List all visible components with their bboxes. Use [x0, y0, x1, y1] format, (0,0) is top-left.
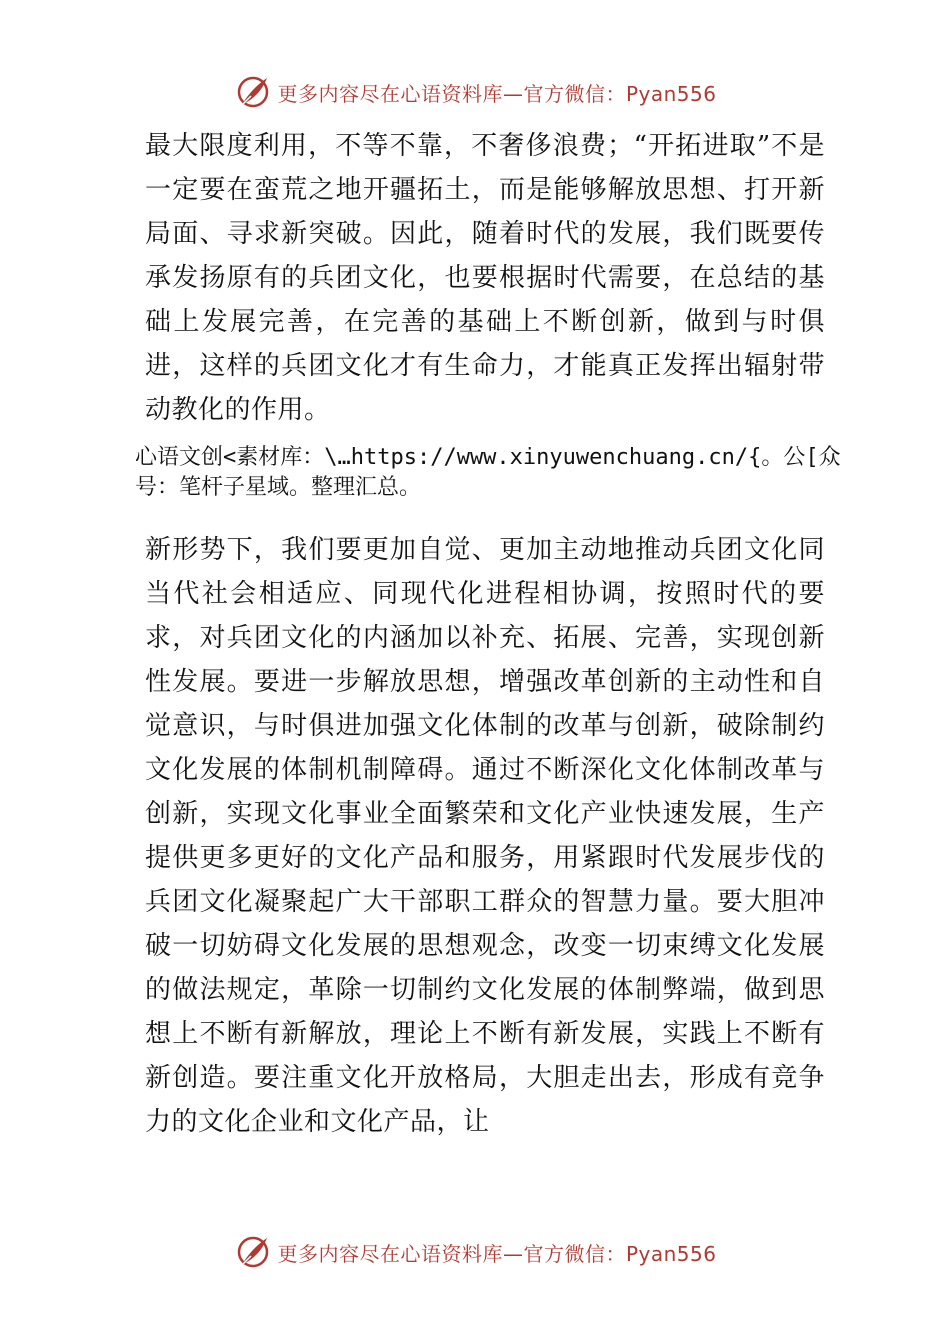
quill-pen-logo-icon — [233, 1232, 273, 1272]
body-paragraph-1: 最大限度利用，不等不靠，不奢侈浪费；“开拓进取”不是一定要在蛮荒之地开疆拓土，而是能够解放思想、打开新局面、寻求新突破。因此，随着时代的发展，我们既要传承发扬原有的兵团文化，也要根据时代需要，在总结的基础上发展完善，在完善的基础上不断创新，做到与时俱进，这样的兵团文化才有生命力，才能真正发挥出辐射带动教化的作用。 — [145, 131, 825, 425]
quill-pen-logo-icon — [233, 72, 273, 112]
source-notice: 心语文创<素材库：\…https://www.xinyuwenchuang.cn/{。公[众号：笔杆子星域。整理汇总。 — [135, 445, 841, 500]
header-banner-text: 更多内容尽在心语资料库—官方微信：Pyan556 — [277, 81, 717, 106]
header-banner — [0, 72, 950, 112]
footer-banner-text: 更多内容尽在心语资料库—官方微信：Pyan556 — [277, 1241, 717, 1266]
footer-banner — [0, 1232, 950, 1272]
body-paragraph-2: 新形势下，我们要更加自觉、更加主动地推动兵团文化同当代社会相适应、同现代化进程相协调，按照时代的要求，对兵团文化的内涵加以补充、拓展、完善，实现创新性发展。要进一步解放思想，增强改革创新的主动性和自觉意识，与时俱进加强文化体制的改革与创新，破除制约文化发展的体制机制障碍。通过不断深化文化体制改革与创新，实现文化事业全面繁荣和文化产业快速发展，生产提供更多更好的文化产品和服务，用紧跟时代发展步伐的兵团文化凝聚起广大干部职工群众的智慧力量。要大胆冲破一切妨碍文化发展的思想观念，改变一切束缚文化发展的做法规定，革除一切制约文化发展的体制弊端，做到思想上不断有新解放，理论上不断有新发展，实践上不断有新创造。要注重文化开放格局，大胆走出去，形成有竞争力的文化企业和文化产品，让 — [145, 535, 825, 1137]
